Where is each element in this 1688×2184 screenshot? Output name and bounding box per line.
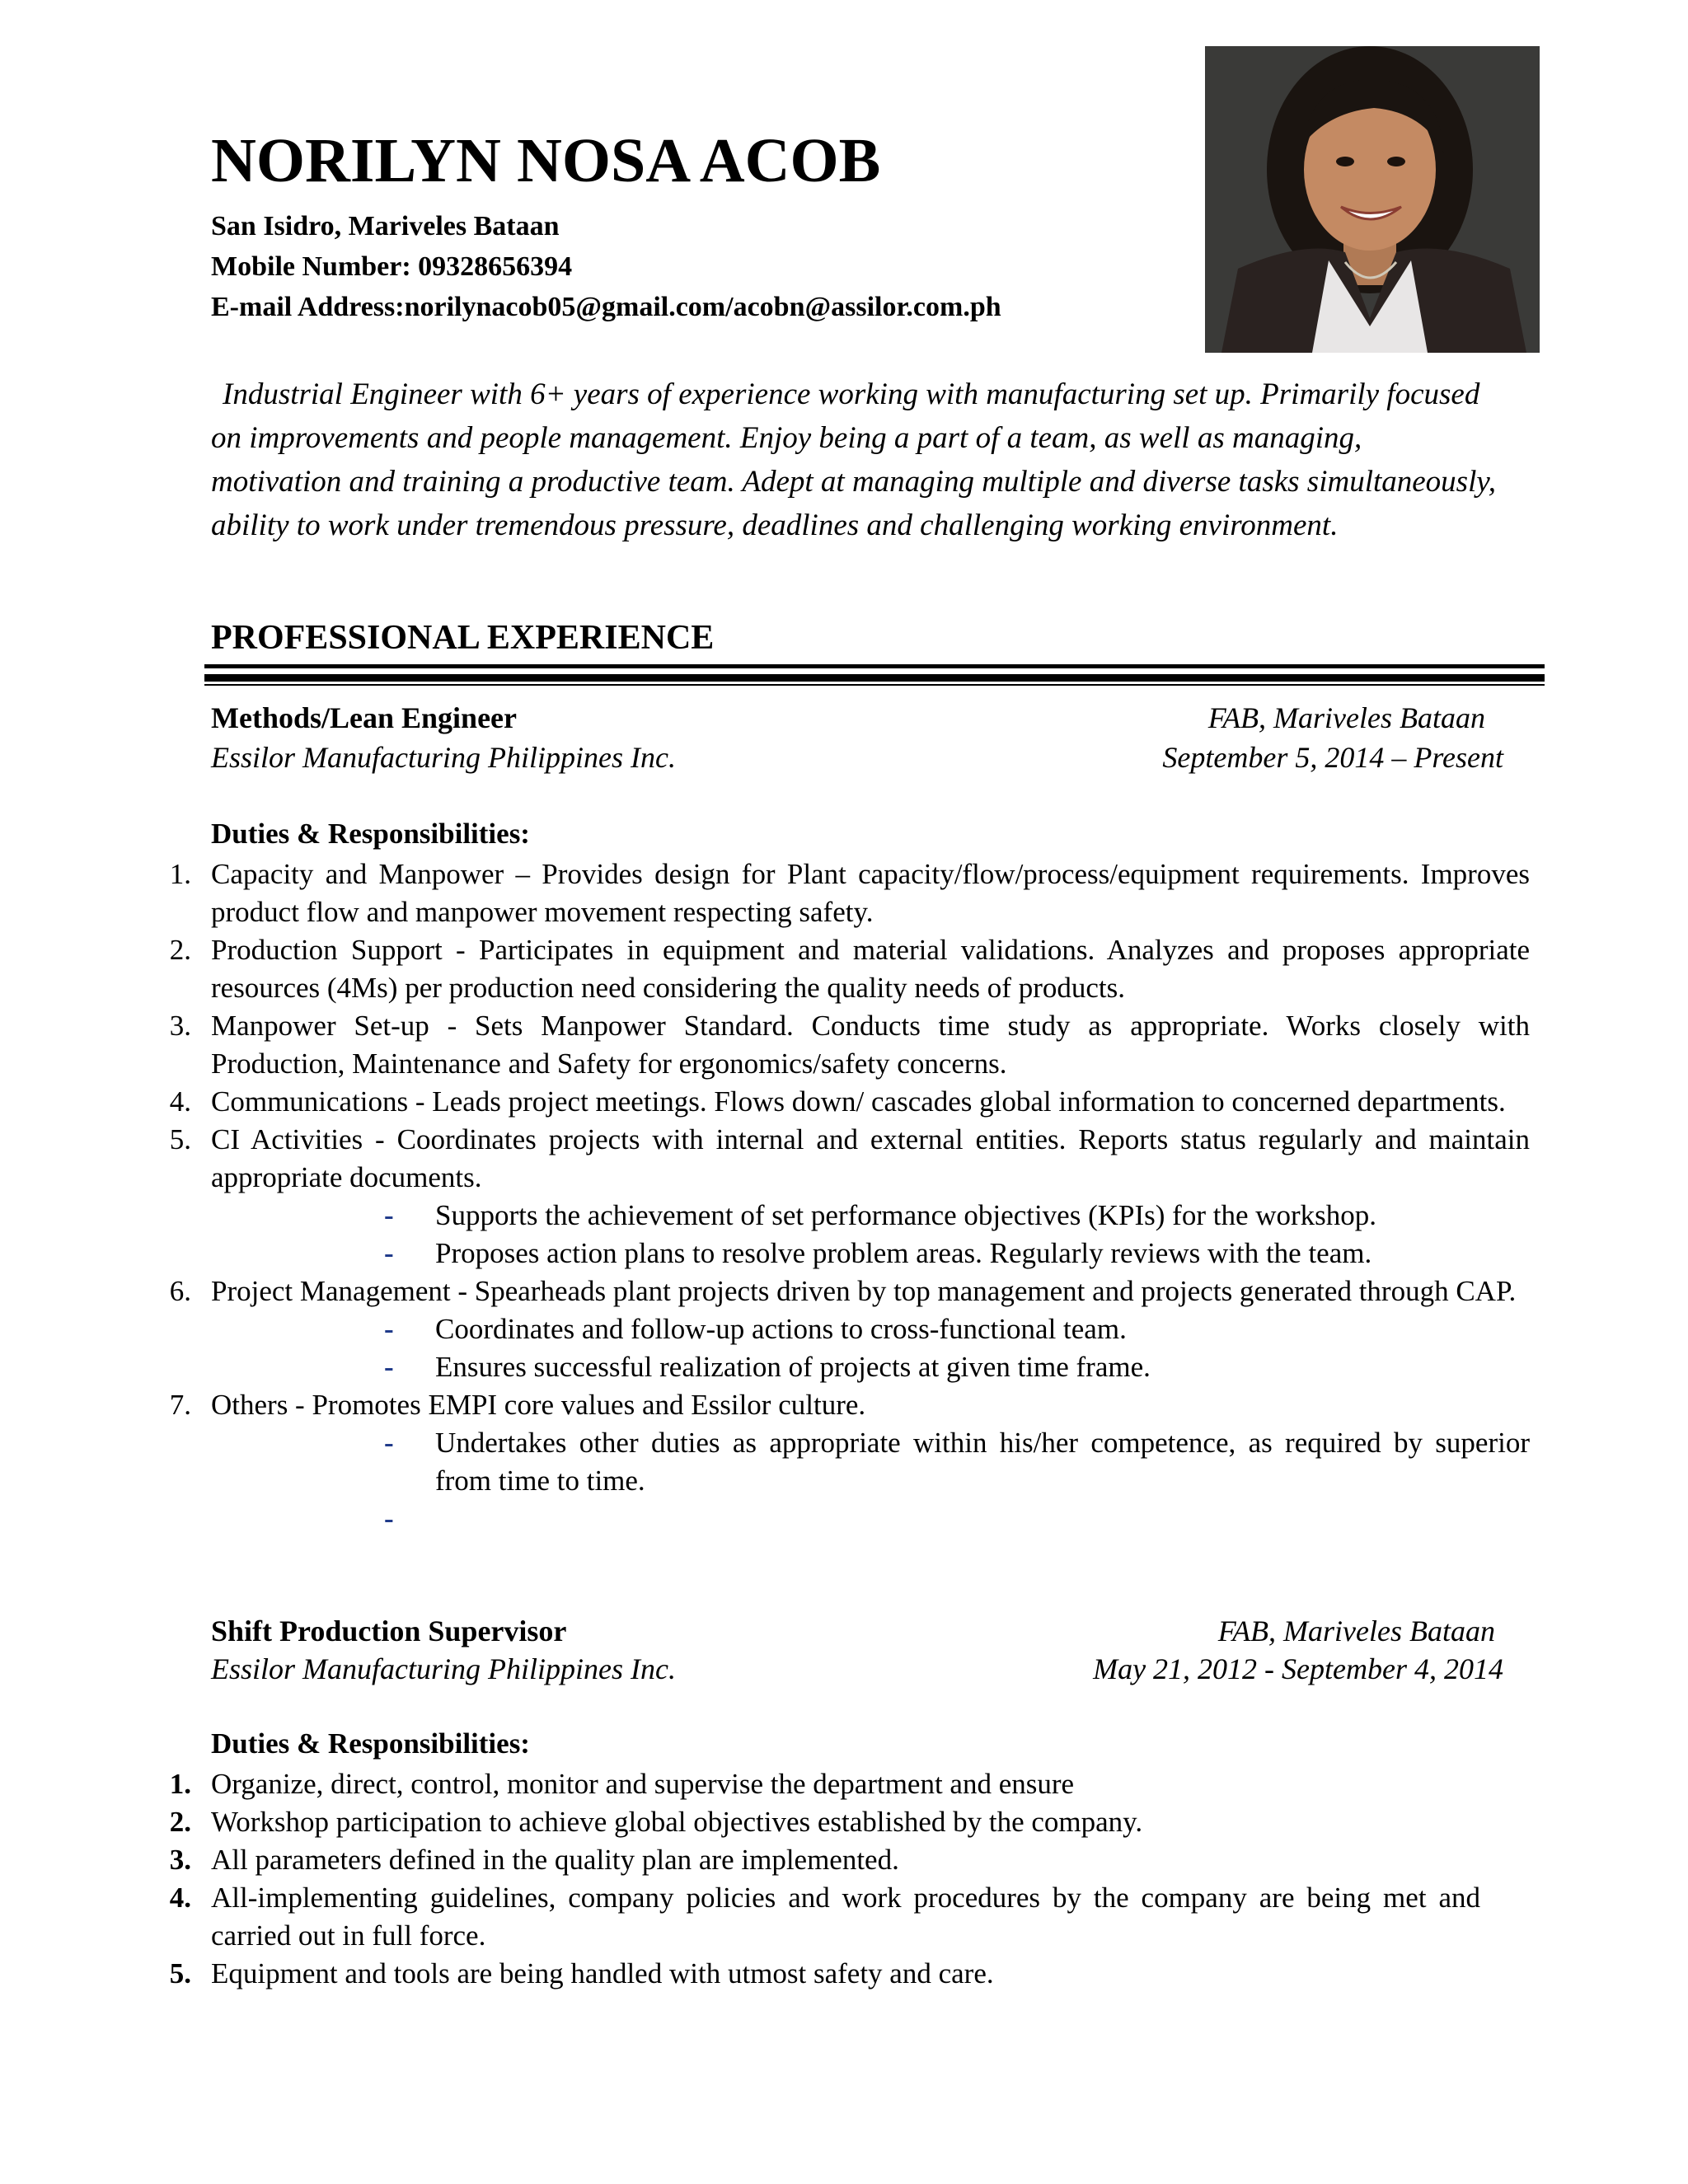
sub-item-text: Coordinates and follow-up actions to cross-functional team. [435,1313,1127,1345]
dash-bullet: - [384,1199,394,1231]
sub-list-item [0,1235,1530,1272]
professional-summary [211,373,1497,547]
section-heading-experience: PROFESSIONAL EXPERIENCE [211,619,715,657]
list-item [0,1272,1530,1310]
dash-bullet: - [384,1351,394,1383]
list-item [0,1803,1530,1841]
section-divider [204,664,1545,668]
duties-heading: Duties & Responsibilities: [211,818,530,850]
item-text: All-implementing guidelines, company policies and work procedures by the company are being met and carried out in full force. [211,1882,1480,1952]
item-text: All parameters defined in the quality plan are implemented. [211,1844,899,1876]
company-name: Essilor Manufacturing Philippines Inc. [211,1652,676,1685]
sub-list-item [0,1310,1530,1348]
duties-list [0,855,1530,1535]
section-divider [204,684,1545,686]
job-location: FAB, Mariveles Bataan [1217,1615,1495,1647]
list-item [0,931,1530,1007]
item-text: Project Management - Spearheads plant projects driven by top management and projects generated through CAP. [211,1275,1517,1307]
dash-bullet: - [384,1427,394,1459]
summary-text: Industrial Engineer with 6+ years of experience working with manufacturing set up. Primarily focused on improvements and people management. Enjoy being a part of a team, as well as managing, motivation and training a productive team. Adept at managing multiple and diverse tasks simultaneously, ability to work under tremendous pressure, deadlines and challenging working environment. [211,377,1496,542]
item-number: 2. [169,934,191,966]
item-number: 3. [169,1844,191,1876]
sub-item-text: Ensures successful realization of projects at given time frame. [435,1351,1151,1383]
list-item [0,1879,1530,1955]
dash-bullet: - [384,1313,394,1345]
item-number: 5. [169,1957,191,1990]
item-number: 4. [169,1085,191,1118]
item-text: CI Activities - Coordinates projects with internal and external entities. Reports status regularly and maintain appropriate documents. [211,1123,1530,1193]
item-number: 1. [169,858,191,890]
address: San Isidro, Mariveles Bataan [211,211,560,241]
item-number: 2. [169,1806,191,1838]
item-number: 6. [169,1275,191,1307]
job-title: Shift Production Supervisor [211,1615,567,1647]
profile-photo [1205,46,1540,353]
duties-heading: Duties & Responsibilities: [211,1727,530,1760]
item-text: Capacity and Manpower – Provides design for Plant capacity/flow/process/equipment requirements. Improves product flow and manpower movement respecting safety. [211,858,1530,928]
dash-bullet: - [384,1502,394,1535]
item-number: 5. [169,1123,191,1155]
item-number: 1. [169,1768,191,1800]
duties-list [0,1765,1530,1993]
candidate-name: NORILYN NOSA ACOB [211,126,881,195]
item-number: 7. [169,1389,191,1421]
item-text: Others - Promotes EMPI core values and Essilor culture. [211,1389,866,1421]
job-dates: September 5, 2014 – Present [1162,741,1503,774]
list-item [0,1955,1530,1993]
item-number: 3. [169,1010,191,1042]
job-title: Methods/Lean Engineer [211,701,518,734]
email-address: E-mail Address:norilynacob05@gmail.com/acobn@assilor.com.ph [211,292,1001,322]
list-item [0,1841,1530,1879]
list-item [0,1386,1530,1424]
sub-item-text: Supports the achievement of set performance objectives (KPIs) for the workshop. [435,1199,1377,1231]
sub-list-item [0,1424,1530,1500]
list-item [0,1121,1530,1197]
item-text: Manpower Set-up - Sets Manpower Standard. Conducts time study as appropriate. Works closely with Production, Maintenance and Safety for ergonomics/safety concerns. [211,1010,1530,1080]
dash-bullet: - [384,1237,394,1269]
item-text: Workshop participation to achieve global objectives established by the company. [211,1806,1143,1838]
item-text: Communications - Leads project meetings. Flows down/ cascades global information to concerned departments. [211,1085,1506,1118]
mobile-number: Mobile Number: 09328656394 [211,251,573,282]
job-dates: May 21, 2012 - September 4, 2014 [1093,1652,1503,1685]
item-number: 4. [169,1882,191,1914]
list-item [0,1765,1530,1803]
company-name: Essilor Manufacturing Philippines Inc. [211,741,676,774]
item-text: Organize, direct, control, monitor and supervise the department and ensure [211,1768,1075,1800]
list-item [0,855,1530,931]
section-divider [204,674,1545,682]
item-text: Production Support - Participates in equipment and material validations. Analyzes and proposes appropriate resources (4Ms) per production need considering the quality needs of products. [211,934,1530,1004]
profile-photo-drawing [1205,46,1540,353]
job-location: FAB, Mariveles Bataan [1207,701,1485,734]
sub-list-item [0,1197,1530,1235]
sub-list-item [0,1348,1530,1386]
list-item [0,1007,1530,1083]
sub-item-text: Proposes action plans to resolve problem areas. Regularly reviews with the team. [435,1237,1372,1269]
item-text: Equipment and tools are being handled with utmost safety and care. [211,1957,994,1990]
list-item [0,1083,1530,1121]
sub-item-text: Undertakes other duties as appropriate within his/her competence, as required by superior from time to time. [435,1427,1530,1497]
